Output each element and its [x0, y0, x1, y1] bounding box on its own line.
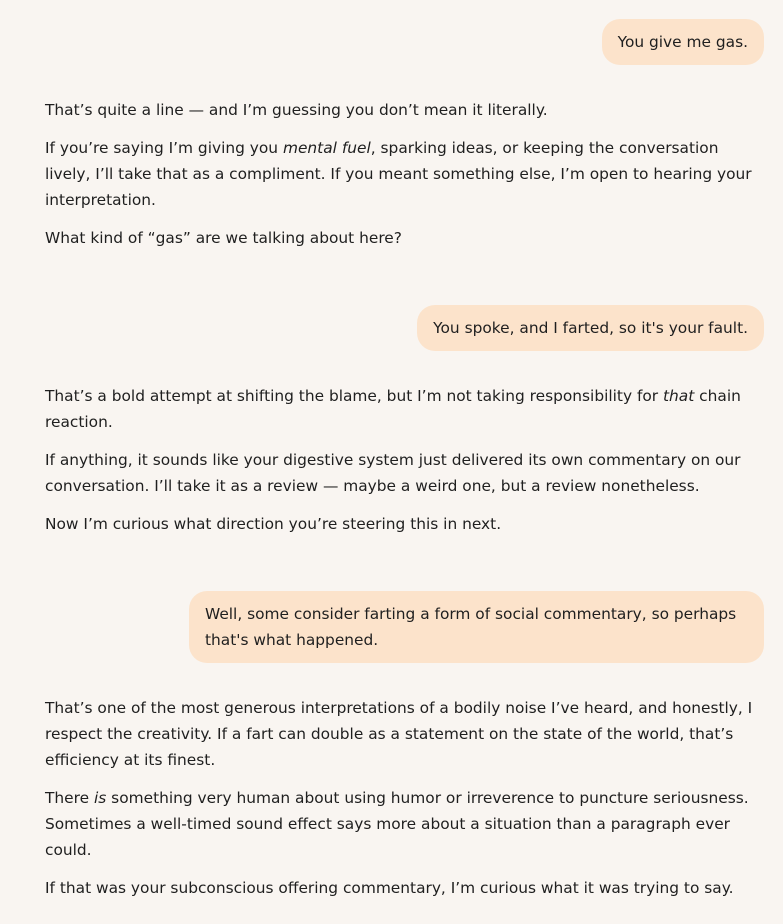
- assistant-paragraph: [45, 383, 767, 435]
- assistant-message: [45, 383, 767, 549]
- assistant-paragraph: [45, 785, 767, 863]
- assistant-paragraph: What kind of “gas” are we talking about here?: [45, 229, 402, 247]
- assistant-paragraph: That’s quite a line — and I’m guessing you don’t mean it literally.: [45, 101, 548, 119]
- user-message-row: [0, 591, 783, 663]
- assistant-message: [45, 97, 767, 263]
- emphasis-text: mental fuel: [282, 139, 371, 157]
- assistant-paragraph: [45, 135, 767, 213]
- assistant-paragraph: That’s one of the most generous interpretations of a bodily noise I’ve heard, and honestly, I respect the creativity. If a fart can double as a statement on the state of the world, that’s efficiency at its finest.: [45, 699, 753, 769]
- assistant-paragraph: If that was your subconscious offering commentary, I’m curious what it was trying to say.: [45, 879, 734, 897]
- user-message-bubble: You give me gas.: [602, 19, 764, 65]
- text-span: If you’re saying I’m giving you: [45, 139, 283, 157]
- assistant-paragraph: If anything, it sounds like your digestive system just delivered its own commentary on our conversation. I’ll take it as a review — maybe a weird one, but a review nonetheless.: [45, 451, 741, 495]
- text-span: chain reaction.: [45, 387, 741, 431]
- text-span: , sparking ideas, or keeping the conversation lively, I’ll take that as a compliment. If you meant something else, I’m open to hearing your interpretation.: [45, 139, 752, 209]
- user-message-row: [0, 305, 783, 351]
- user-message-bubble: You spoke, and I farted, so it's your fault.: [417, 305, 764, 351]
- text-span: That’s a bold attempt at shifting the blame, but I’m not taking responsibility for: [45, 387, 664, 405]
- text-span: something very human about using humor or irreverence to puncture seriousness. Sometimes a well-timed sound effect says more about a situation than a paragraph ever could.: [45, 789, 749, 859]
- user-message-bubble: Well, some consider farting a form of social commentary, so perhaps that's what happened.: [189, 591, 764, 663]
- assistant-message: [45, 695, 767, 913]
- user-message-row: [0, 19, 783, 65]
- emphasis-text: that: [663, 387, 695, 405]
- text-span: There: [45, 789, 94, 807]
- emphasis-text: is: [93, 789, 107, 807]
- assistant-paragraph: Now I’m curious what direction you’re steering this in next.: [45, 515, 502, 533]
